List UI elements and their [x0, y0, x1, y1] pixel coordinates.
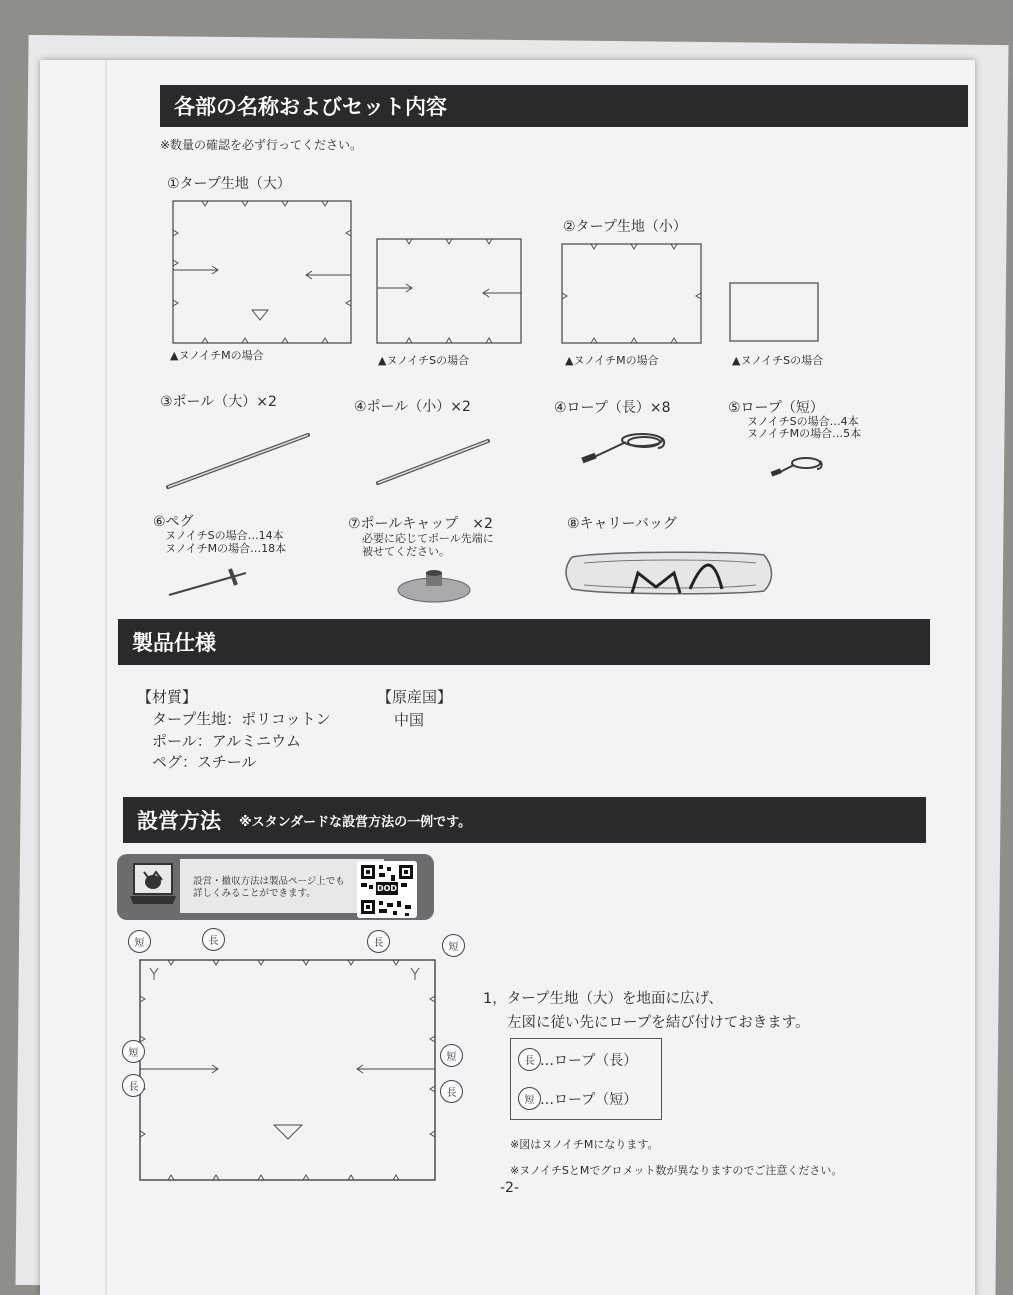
pole-large-icon	[166, 432, 312, 492]
carry-bag-icon	[564, 547, 774, 597]
footnote-1: ※図はヌノイチMになります。	[510, 1138, 659, 1151]
section-title: 設営方法	[137, 809, 221, 833]
legend-short-tag: 短	[518, 1087, 541, 1110]
tarp-second-m-diagram	[561, 243, 704, 346]
peg-icon	[166, 565, 250, 599]
tag-long-right: 長	[440, 1080, 463, 1103]
step1-line-1: 1，タープ生地（大）を地面に広げ、	[483, 991, 723, 1007]
item-peg-label: ⑥ペグ	[153, 514, 194, 530]
rope-long-icon	[580, 430, 670, 466]
section-title: 製品仕様	[132, 631, 216, 655]
peg-s-count: ヌノイチSの場合…14本	[165, 529, 284, 542]
item-rope-short-label: ⑤ロープ（短）	[728, 400, 824, 416]
qr-logo-label: DOD	[376, 884, 398, 893]
origin-heading: 【原産国】	[377, 688, 453, 706]
rope-short-m-count: ヌノイチMの場合…5本	[747, 427, 862, 440]
laptop-icon	[130, 862, 178, 908]
section-subtitle: ※スタンダードな設営方法の一例です。	[239, 814, 472, 830]
section-header-parts	[160, 85, 968, 127]
page-fold	[105, 60, 107, 1295]
pole-small-icon	[376, 438, 492, 488]
tag-short-left: 短	[122, 1040, 145, 1063]
section-header-setup	[123, 797, 926, 843]
tarp-small-s-diagram	[376, 238, 524, 348]
legend-long-tag: 長	[518, 1048, 541, 1071]
tag-short-topleft: 短	[128, 930, 151, 953]
legend-short-text: …ロープ（短）	[540, 1092, 638, 1108]
step1-line-2: 左図に従い先にロープを結び付けておきます。	[507, 1015, 810, 1031]
pole-cap-note-2: 被せてください。	[362, 545, 450, 558]
footnote-2: ※ヌノイチSとMでグロメット数が異なりますのでご注意ください。	[510, 1164, 843, 1177]
web-note-line-2: 詳しくみることができます。	[193, 888, 316, 899]
item-pole-cap-label: ⑦ポールキャップ ×2	[348, 516, 493, 532]
caption-m-case-1: ▲ヌノイチMの場合	[170, 349, 264, 362]
material-pole: ポール：アルミニウム	[152, 732, 301, 750]
legend-long-text: …ロープ（長）	[540, 1053, 638, 1069]
quantity-note: ※数量の確認を必ず行ってください。	[160, 138, 363, 152]
tag-long-top-2: 長	[367, 930, 390, 953]
page-number: -2-	[500, 1180, 520, 1196]
pole-cap-icon	[396, 568, 472, 604]
caption-m-case-2: ▲ヌノイチMの場合	[565, 354, 659, 367]
tag-long-top-1: 長	[202, 928, 225, 951]
rope-short-s-count: ヌノイチSの場合…4本	[747, 415, 859, 428]
web-note-line-1: 設営・撤収方法は製品ページ上でも	[193, 876, 345, 887]
tag-short-topright: 短	[442, 934, 465, 957]
material-tarp: タープ生地：ポリコットン	[152, 710, 331, 728]
item-tarp-small-label: ②タープ生地（小）	[563, 219, 687, 235]
section-header-spec	[118, 619, 930, 665]
peg-m-count: ヌノイチMの場合…18本	[165, 542, 287, 555]
tag-short-right: 短	[440, 1044, 463, 1067]
caption-s-case-1: ▲ヌノイチSの場合	[378, 354, 470, 367]
item-tarp-large-label: ①タープ生地（大）	[167, 176, 291, 192]
tag-long-left: 長	[122, 1074, 145, 1097]
tarp-large-m-diagram	[172, 200, 354, 346]
item-rope-long-label: ④ロープ（長）×8	[554, 400, 671, 416]
caption-s-case-2: ▲ヌノイチSの場合	[732, 354, 824, 367]
rope-short-icon	[770, 455, 830, 479]
pole-cap-note-1: 必要に応じてポール先端に	[362, 532, 494, 545]
qr-code[interactable]	[357, 861, 417, 918]
origin-value: 中国	[394, 711, 425, 729]
setup-tarp-diagram	[138, 956, 440, 1186]
item-carry-bag-label: ⑧キャリーバッグ	[567, 516, 677, 532]
section-title: 各部の名称およびセット内容	[174, 95, 447, 119]
item-pole-small-label: ④ポール（小）×2	[354, 399, 471, 415]
item-pole-large-label: ③ポール（大）×2	[160, 394, 277, 410]
tarp-second-s-diagram	[729, 282, 821, 344]
material-peg: ペグ：スチール	[152, 753, 257, 771]
manual-page	[40, 60, 975, 1295]
material-heading: 【材質】	[137, 688, 198, 706]
